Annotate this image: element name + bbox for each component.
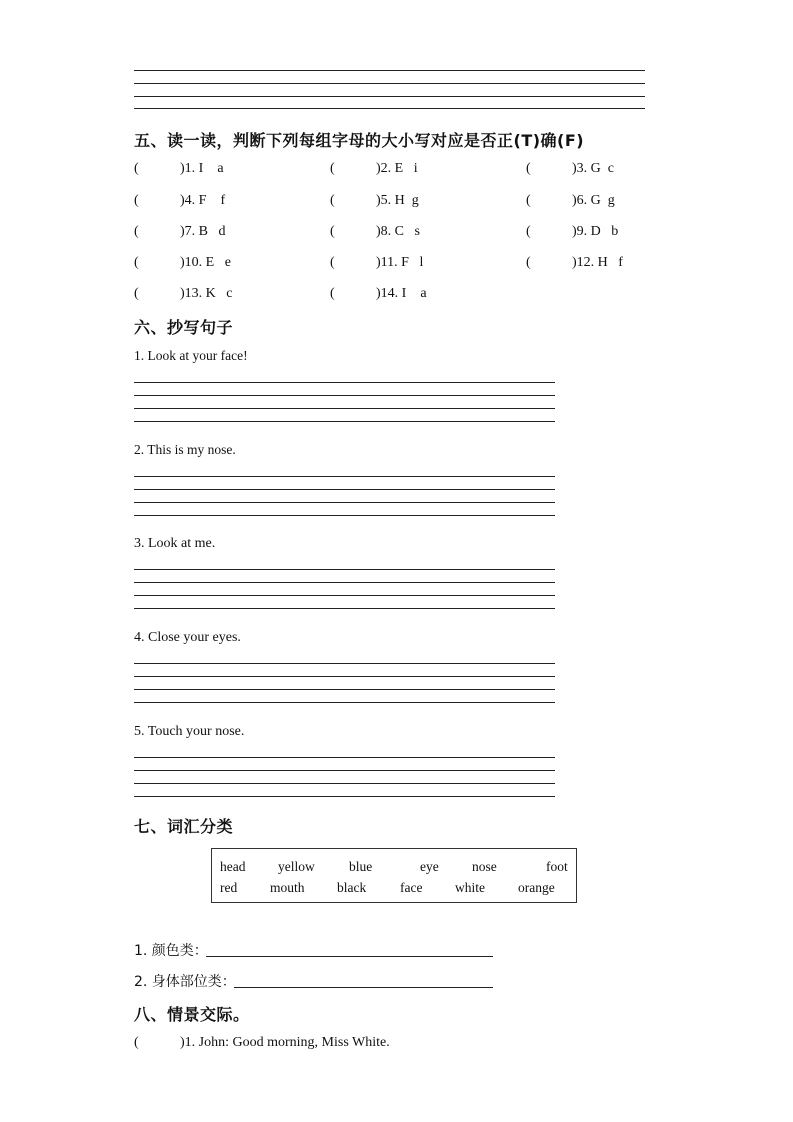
letters: I a <box>401 286 427 301</box>
answer-bracket[interactable]: ( <box>134 161 139 176</box>
ruled-line <box>134 108 645 109</box>
letters: K c <box>205 286 233 301</box>
copy-lines-3[interactable] <box>134 569 555 609</box>
judge-item-12 <box>526 255 706 273</box>
judge-item-1 <box>134 161 314 179</box>
ruled-line <box>134 83 645 84</box>
color-category-label: 1. 颜色类： <box>134 943 208 959</box>
sentence-5: 5. Touch your nose. <box>134 724 245 739</box>
item-number: )12. <box>572 255 595 270</box>
letter-pair <box>376 224 420 240</box>
letters: B d <box>198 224 226 239</box>
letter-pair <box>376 286 427 302</box>
copy-lines-2[interactable] <box>134 476 555 516</box>
ruled-line <box>134 70 645 71</box>
dialogue-question-1 <box>134 1035 434 1053</box>
color-category-answer-line[interactable] <box>206 956 493 957</box>
judge-item-2 <box>330 161 510 179</box>
letters: G c <box>590 161 614 176</box>
body-category-label: 2. 身体部位类： <box>134 974 236 990</box>
vocab-word: yellow <box>278 859 315 874</box>
answer-bracket[interactable]: ( <box>134 255 139 270</box>
answer-bracket[interactable]: ( <box>330 224 335 239</box>
answer-bracket[interactable]: ( <box>134 224 139 239</box>
vocab-word: white <box>455 880 485 895</box>
item-number: )1. <box>180 161 196 176</box>
letter-pair <box>376 255 423 271</box>
letters: E i <box>394 161 418 176</box>
answer-bracket[interactable]: ( <box>526 193 531 208</box>
vocab-word: eye <box>420 859 439 874</box>
item-number: )11. <box>376 255 398 270</box>
letters: H f <box>597 255 623 270</box>
sentence-1: 1. Look at your face! <box>134 348 248 363</box>
letters: D b <box>590 224 619 239</box>
item-number: )9. <box>572 224 588 239</box>
ruled-line <box>134 515 555 516</box>
letter-pair <box>180 224 226 240</box>
vocab-word: red <box>220 880 238 895</box>
answer-bracket[interactable]: ( <box>134 286 139 301</box>
vocab-word: black <box>337 880 367 895</box>
answer-bracket[interactable]: ( <box>526 224 531 239</box>
ruled-line <box>134 595 555 596</box>
section8-title: 八、情景交际。 <box>134 1005 250 1024</box>
answer-bracket[interactable]: ( <box>330 255 335 270</box>
letter-pair <box>572 161 614 177</box>
vocab-word: face <box>400 880 423 895</box>
ruled-line <box>134 476 555 477</box>
item-number: )4. <box>180 193 196 208</box>
judge-item-4 <box>134 193 314 211</box>
ruled-line <box>134 676 555 677</box>
copy-lines-1[interactable] <box>134 382 555 422</box>
ruled-line <box>134 408 555 409</box>
ruled-line <box>134 608 555 609</box>
letter-pair <box>180 161 224 177</box>
vocab-word: foot <box>546 859 568 874</box>
item-number: )13. <box>180 286 203 301</box>
judge-item-9 <box>526 224 706 242</box>
letter-pair <box>376 161 418 177</box>
letter-pair <box>376 193 419 209</box>
ruled-line <box>134 96 645 97</box>
letter-pair <box>572 255 623 271</box>
judge-item-8 <box>330 224 510 242</box>
ruled-line <box>134 689 555 690</box>
item-number: )6. <box>572 193 588 208</box>
judge-item-3 <box>526 161 706 179</box>
letters: I a <box>198 161 224 176</box>
ruled-line <box>134 569 555 570</box>
letter-pair <box>180 255 231 271</box>
ruled-line <box>134 796 555 797</box>
letters: C s <box>394 224 420 239</box>
section5-title: 五、读一读，判断下列每组字母的大小写对应是否正(T)确(F) <box>134 131 585 150</box>
letter-pair <box>572 193 615 209</box>
item-number: )2. <box>376 161 392 176</box>
sentence-2: 2. This is my nose. <box>134 442 236 457</box>
ruled-line <box>134 502 555 503</box>
sentence-4: 4. Close your eyes. <box>134 630 241 645</box>
answer-bracket[interactable]: ( <box>330 193 335 208</box>
answer-bracket[interactable]: ( <box>330 161 335 176</box>
ruled-line <box>134 421 555 422</box>
judge-item-13 <box>134 286 314 304</box>
section7-title: 七、词汇分类 <box>134 817 234 836</box>
letters: H g <box>394 193 419 208</box>
dialogue-text: )1. John: Good morning, Miss White. <box>180 1035 390 1050</box>
answer-bracket[interactable]: ( <box>134 193 139 208</box>
letter-pair <box>180 286 233 302</box>
vocabulary-box <box>211 848 577 903</box>
letter-pair <box>180 193 225 209</box>
ruled-line <box>134 382 555 383</box>
ruled-line <box>134 582 555 583</box>
copy-lines-5[interactable] <box>134 757 555 797</box>
vocab-word: orange <box>518 880 555 895</box>
ruled-line <box>134 395 555 396</box>
ruled-line <box>134 783 555 784</box>
judge-item-7 <box>134 224 314 242</box>
item-number: )5. <box>376 193 392 208</box>
vocab-word: head <box>220 859 246 874</box>
item-number: )10. <box>180 255 203 270</box>
item-number: )7. <box>180 224 196 239</box>
section6-title: 六、抄写句子 <box>134 318 234 337</box>
vocab-word: nose <box>472 859 497 874</box>
item-number: )14. <box>376 286 399 301</box>
judge-item-5 <box>330 193 510 211</box>
answer-bracket[interactable]: ( <box>526 161 531 176</box>
letters: G g <box>590 193 615 208</box>
vocab-word: blue <box>349 859 373 874</box>
copy-lines-4[interactable] <box>134 663 555 703</box>
ruled-line <box>134 702 555 703</box>
judge-item-14 <box>330 286 510 304</box>
answer-bracket[interactable]: ( <box>526 255 531 270</box>
ruled-line <box>134 663 555 664</box>
vocab-word: mouth <box>270 880 305 895</box>
item-number: )3. <box>572 161 588 176</box>
judge-item-6 <box>526 193 706 211</box>
letter-pair <box>572 224 618 240</box>
sentence-3: 3. Look at me. <box>134 536 216 551</box>
ruled-line <box>134 757 555 758</box>
judge-item-11 <box>330 255 510 273</box>
letters: E e <box>205 255 231 270</box>
letters: F l <box>401 255 424 270</box>
ruled-line <box>134 489 555 490</box>
top-writing-lines <box>134 70 645 110</box>
body-category-answer-line[interactable] <box>234 987 493 988</box>
ruled-line <box>134 770 555 771</box>
item-number: )8. <box>376 224 392 239</box>
letters: F f <box>198 193 226 208</box>
judge-item-10 <box>134 255 314 273</box>
answer-bracket[interactable]: ( <box>330 286 335 301</box>
answer-bracket[interactable]: ( <box>134 1035 139 1050</box>
